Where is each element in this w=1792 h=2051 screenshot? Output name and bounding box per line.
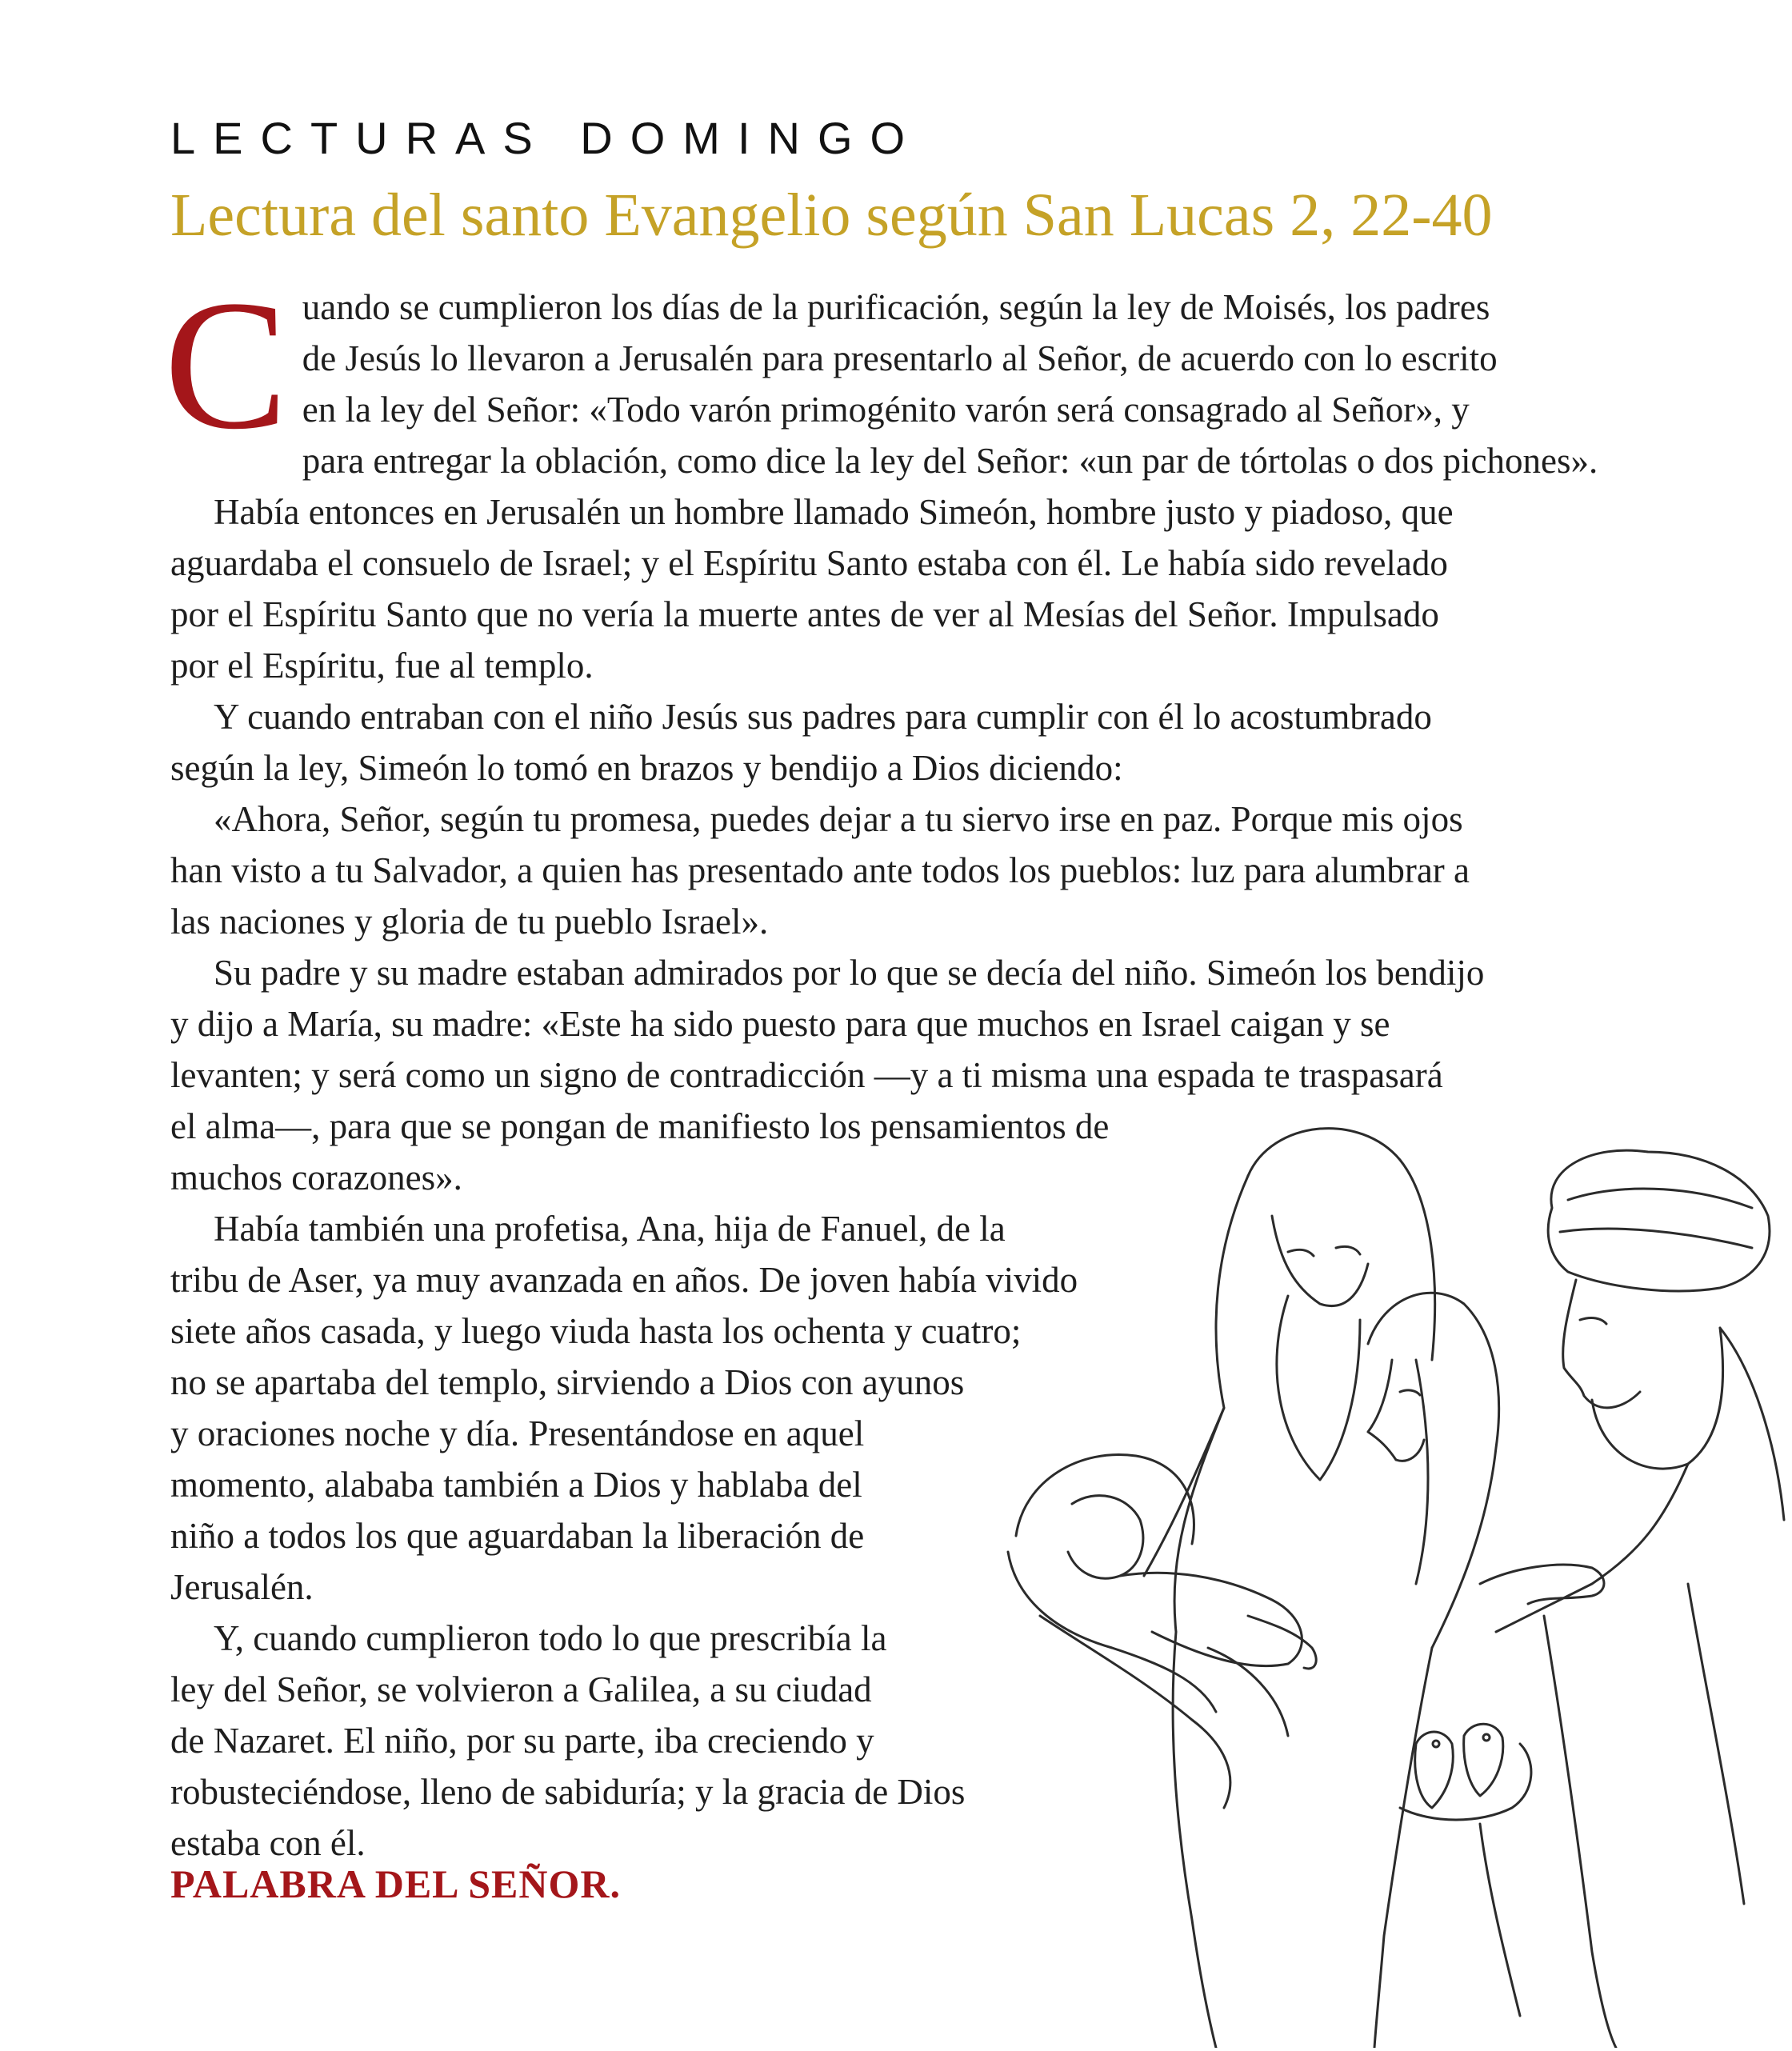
mary-eye [1400, 1390, 1420, 1395]
paragraph-1-text: uando se cumplieron los días de la purificación, según la ley de Moisés, los padres de Jesús lo llevaron a Jerusalén para presentarlo al Señor, de acuerdo con lo escrito en la ley del Señor: «Todo varón primogénito varón será consagrado al Señor», y para entregar la oblación, como dice la ley del Señor: «un par de tórtolas o dos pichones». [302, 287, 1598, 481]
joseph-eye [1580, 1318, 1606, 1324]
dove-left-eye [1433, 1741, 1439, 1747]
simeon-arm-lower [1040, 1616, 1230, 1808]
reading-title: Lectura del santo Evangelio según San Lucas 2, 22-40 [170, 182, 1493, 249]
swaddle [1008, 1552, 1216, 1712]
child-body [1120, 1573, 1302, 1665]
joseph-robe [1496, 1328, 1784, 1632]
robe-fold-1 [1480, 1824, 1520, 2016]
simeon-eye-left [1288, 1249, 1314, 1256]
line-drawing-icon [984, 1104, 1792, 2048]
simeon-beard [1277, 1296, 1360, 1480]
joseph-turban [1548, 1150, 1770, 1291]
paragraph-1 [164, 262, 1618, 486]
section-kicker: LECTURAS DOMINGO [170, 113, 923, 163]
drop-cap: C [164, 262, 288, 468]
simeon-hood [1248, 1129, 1435, 1360]
paragraph-7: Y, cuando cumplieron todo lo que prescribía la ley del Señor, se volvieron a Galilea, a su ciudad de Nazaret. El niño, por su parte, iba creciendo y robusteciéndose, lleno de sabiduría; y la gracia de Dios estaba con él. [170, 1618, 966, 1863]
presentation-illustration [984, 1104, 1792, 2048]
simeon-eye-right [1336, 1246, 1360, 1254]
simeon-face [1272, 1216, 1368, 1306]
mary-face [1368, 1360, 1424, 1461]
simeon-lower-robe [1173, 1632, 1216, 2048]
closing-acclamation: PALABRA DEL SEÑOR. [170, 1861, 622, 1906]
paragraph-4: «Ahora, Señor, según tu promesa, puedes dejar a tu siervo irse en paz. Porque mis ojos han visto a tu Salvador, a quien has presentado ante todos los pueblos: luz para alumbrar a las naciones y gloria de tu pueblo Israel». [170, 799, 1470, 942]
joseph-lower-robe [1544, 1616, 1616, 2048]
paragraph-6: Había también una profetisa, Ana, hija de Fanuel, de la tribu de Aser, ya muy avanzada en años. De joven había vivido siete años casada, y luego viuda hasta los ochenta y cuatro; no se apartaba del templo, sirviendo a Dios con ayunos y oraciones noche y día. Presentándose en aquel momento, alababa también a Dios y hablaba del niño a todos los que aguardaban la liberación de Jerusalén. [170, 1209, 1078, 1607]
paragraph-5: Su padre y su madre estaban admirados por lo que se decía del niño. Simeón los bendijo y dijo a María, su madre: «Este ha sido puesto para que muchos en Israel caigan y se levanten; y será como un signo de contradicción —y a ti misma una espada te traspasará el alma—, para que se pongan de manifiesto los pensamientos de muchos corazones». [170, 953, 1485, 1197]
simeon-robe [1174, 1360, 1428, 1632]
joseph-turban-folds [1560, 1189, 1752, 1248]
paragraph-3: Y cuando entraban con el niño Jesús sus padres para cumplir con él lo acostumbrado según la ley, Simeón lo tomó en brazos y bendijo a Dios diciendo: [170, 697, 1432, 788]
child-head [1068, 1496, 1143, 1579]
joseph-hand [1480, 1565, 1604, 1604]
child-arm [1248, 1616, 1316, 1669]
joseph-beard [1592, 1328, 1723, 1469]
joseph-lower-hand [1400, 1744, 1531, 1820]
mary-lower-robe [1374, 1648, 1432, 2048]
simeon-hood-left [1144, 1176, 1248, 1576]
robe-fold-2 [1688, 1584, 1744, 1904]
dove-right-eye [1483, 1734, 1490, 1741]
simeon-hands [1208, 1648, 1288, 1736]
joseph-face [1563, 1280, 1640, 1408]
paragraph-2: Había entonces en Jerusalén un hombre llamado Simeón, hombre justo y piadoso, que aguardaba el consuelo de Israel; y el Espíritu Santo estaba con él. Le había sido revelado por el Espíritu Santo que no vería la muerte antes de ver al Mesías del Señor. Impulsado por el Espíritu, fue al templo. [170, 492, 1454, 686]
